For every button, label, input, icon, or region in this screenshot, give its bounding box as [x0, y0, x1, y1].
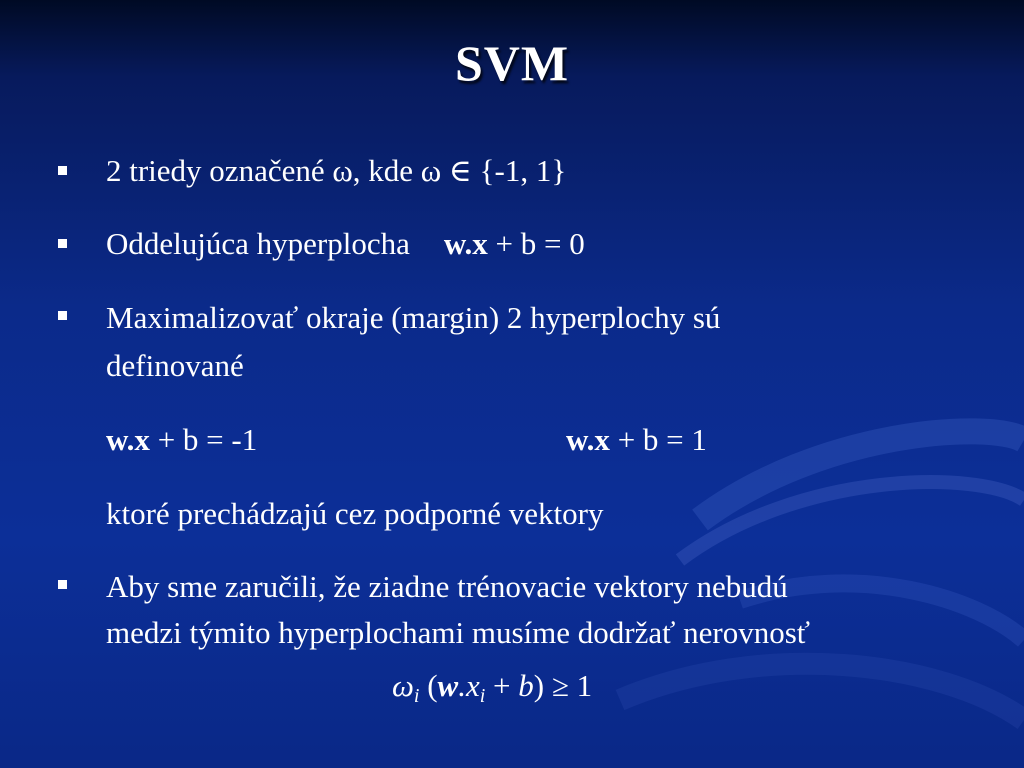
- inequality-open-paren: (: [419, 668, 438, 703]
- equation-left-rest: + b = -1: [149, 422, 258, 457]
- inequality-omega: ω: [392, 668, 414, 703]
- bullet-4-line-1: Aby sme zaručili, že ziadne trénovacie vektory nebudú: [106, 569, 788, 604]
- bullet-2-line: [106, 226, 585, 262]
- inequality-x-subscript: i: [479, 685, 486, 707]
- slide-title: SVM: [454, 35, 570, 91]
- bullet-4-line-2: medzi týmito hyperplochami musíme dodržať nerovnosť: [106, 615, 811, 650]
- inequality-b: b: [518, 668, 534, 703]
- bullet-2-equation-w: w.x: [443, 226, 488, 261]
- bullet-2-text: Oddelujúca hyperplocha: [106, 226, 410, 261]
- equation-right-w: w.x: [566, 422, 610, 457]
- bullet-3-line-1: Maximalizovať okraje (margin) 2 hyperplochy sú: [106, 300, 721, 335]
- inequality-dot-x: .x: [458, 668, 480, 703]
- bullet-3-line-2: definované: [106, 348, 244, 383]
- bullet-2-equation-rest: + b = 0: [487, 226, 585, 261]
- inequality-plus: +: [485, 668, 519, 703]
- bullet-1-text: 2 triedy označené ω, kde ω ∈ {-1, 1}: [106, 153, 567, 188]
- inequality-close: ) ≥ 1: [533, 668, 593, 703]
- support-vectors-text: ktoré prechádzajú cez podporné vektory: [106, 496, 604, 531]
- equation-left: [106, 422, 257, 458]
- inequality-omega-subscript: i: [413, 685, 420, 707]
- bullet-square-icon: [58, 311, 67, 320]
- inequality-formula: [392, 668, 592, 714]
- equation-right: [566, 422, 707, 458]
- bullet-square-icon: [58, 166, 67, 175]
- equation-right-rest: + b = 1: [609, 422, 707, 457]
- equation-left-w: w.x: [106, 422, 150, 457]
- inequality-w: w: [437, 668, 459, 703]
- bullet-square-icon: [58, 580, 67, 589]
- bullet-square-icon: [58, 239, 67, 248]
